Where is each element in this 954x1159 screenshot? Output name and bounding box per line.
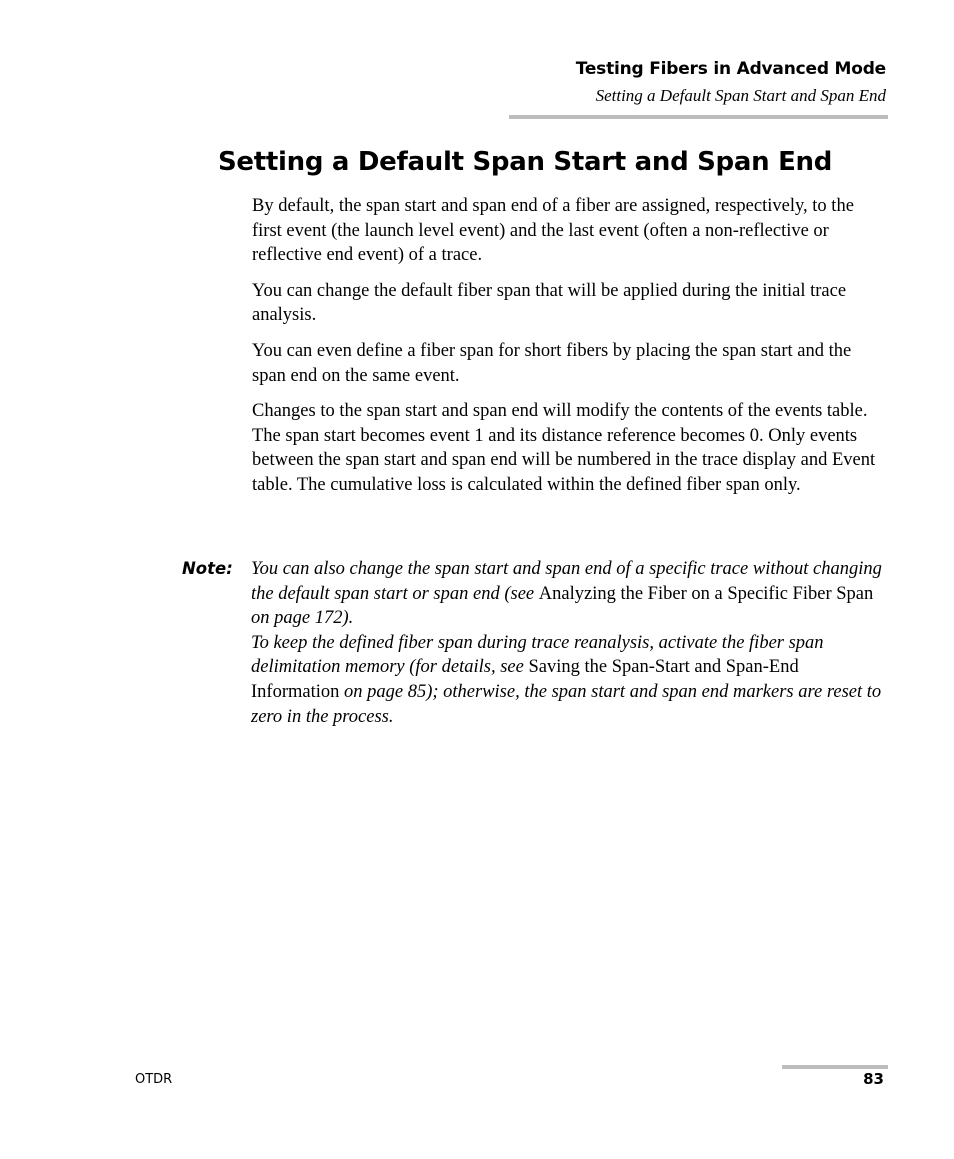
page-number: 83 <box>863 1070 884 1088</box>
note-paragraph-1 <box>251 557 891 631</box>
cross-reference-link[interactable]: Analyzing the Fiber on a Specific Fiber Span <box>538 583 874 604</box>
paragraph-default-span: By default, the span start and span end of a fiber are assigned, respectively, to the first event (the launch level event) and the last event (often a non-reflective or reflective end event) of a trace. <box>252 196 854 266</box>
running-header <box>576 56 886 109</box>
note-page-ref: on page 172). <box>251 608 354 629</box>
note-text: To keep the defined fiber span during trace reanalysis, activate the fiber span delimitation memory (for details, see <box>251 632 824 678</box>
footer-product: OTDR <box>135 1072 173 1087</box>
note-label: Note: <box>182 559 233 578</box>
note-body <box>251 557 891 729</box>
section-title: Setting a Default Span Start and Span End <box>595 86 886 105</box>
header-divider <box>509 115 888 119</box>
paragraph-change-span: You can change the default fiber span that will be applied during the initial trace analysis. <box>252 280 847 326</box>
cross-reference-link[interactable]: Saving the Span-Start and Span-End Information <box>251 657 799 702</box>
paragraph-events-table: Changes to the span start and span end will modify the contents of the events table. The span start becomes event 1 and its distance reference becomes 0. Only events between the span start and span end will be numbered in the trace display and Event table. The cumulative loss is calculated within the defined fiber span only. <box>252 401 876 495</box>
note-page-ref: on page 85); otherwise, the span start and span end markers are reset to zero in the process. <box>251 681 882 727</box>
note-text: You can also change the span start and span end of a specific trace without changing the default span start or span end (see <box>251 559 882 604</box>
body-text <box>252 194 888 509</box>
paragraph-short-fibers: You can even define a fiber span for short fibers by placing the span start and the span end on the same event. <box>252 340 852 386</box>
note-paragraph-2 <box>251 631 891 729</box>
page-title: Setting a Default Span Start and Span End <box>218 147 833 177</box>
chapter-title: Testing Fibers in Advanced Mode <box>575 59 886 79</box>
